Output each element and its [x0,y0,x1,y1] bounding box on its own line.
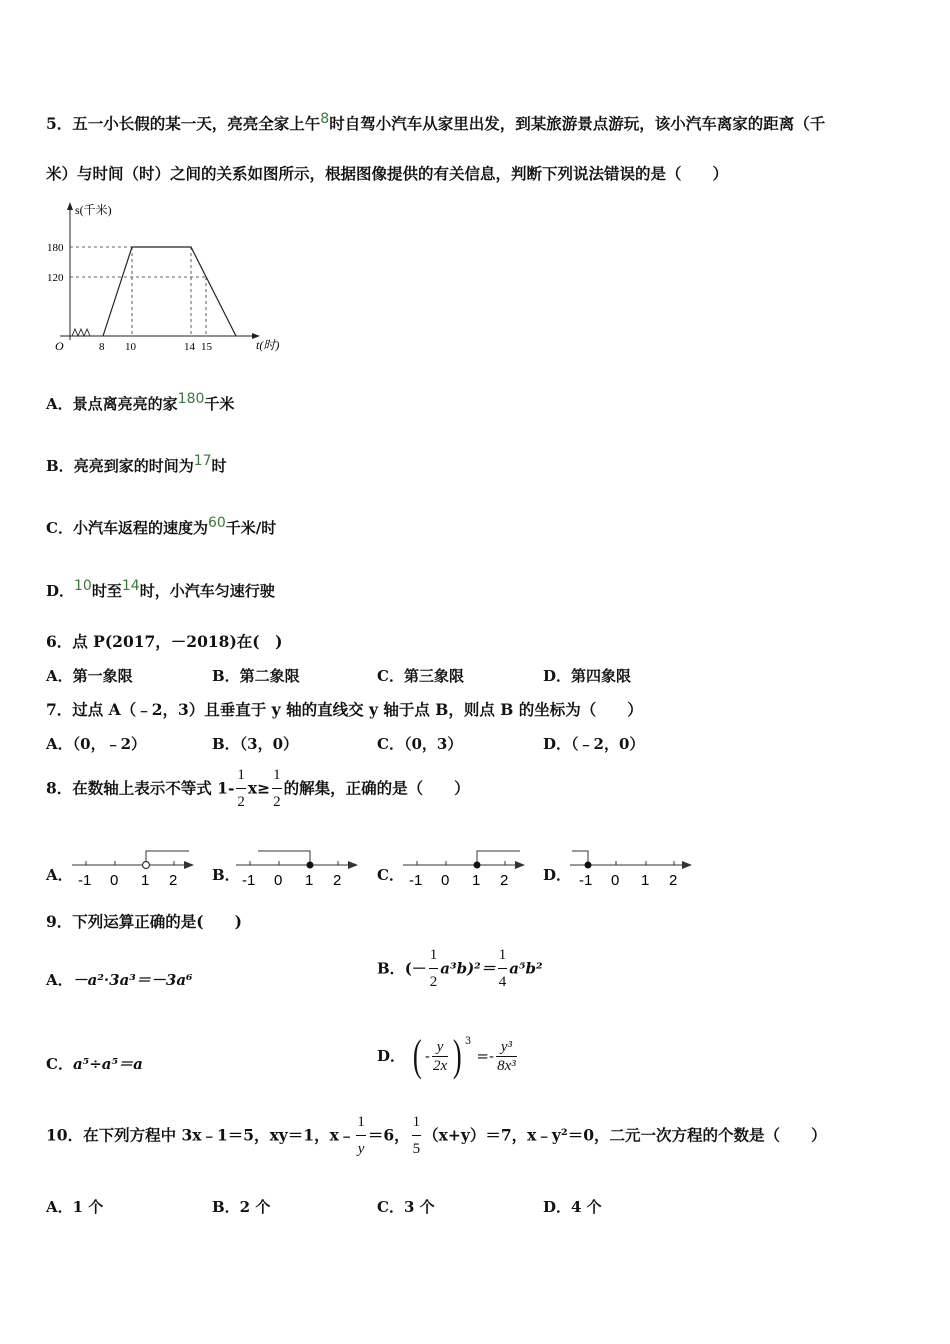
q8-option-d-numberline[interactable] [568,845,698,890]
q10-stem: 10．在下列方程中 3x﹣1＝5，xy＝1，x﹣ $\frac{1}{y}$ ＝6， $\frac{1}{5}$ （x+y）＝7，x﹣y²＝0，二元一次方程的个数是（ ） [46,1114,827,1157]
q10-option-c[interactable]: C．3 个 [377,1198,435,1216]
q6-option-a[interactable]: A．第一象限 [46,667,133,685]
q7-option-b[interactable]: B．（3，0） [212,735,299,753]
q10-option-d[interactable]: D．4 个 [543,1198,602,1216]
q5-stem-part1: 5．五一小长假的某一天，亮亮全家上午 [46,114,321,133]
axis-break-icon [72,329,90,336]
svg-text:2: 2 [500,872,509,889]
svg-text:2: 2 [169,872,178,889]
q8-option-b-label[interactable]: B． [212,866,240,884]
distance-line [103,247,236,336]
q9-option-c[interactable]: C．a⁵÷a⁵＝a [46,1055,143,1073]
q8-option-d-label[interactable]: D． [543,866,572,884]
graph-xtick-10: 10 [125,341,136,353]
q5-start-hour: 8 [320,111,330,127]
q8-frac1: $\frac{1}{2}$ [237,767,245,810]
q6-option-d[interactable]: D．第四象限 [543,667,632,685]
svg-text:1: 1 [641,872,650,889]
graph-origin: O [55,339,64,353]
graph-y-label: s(千米) [75,203,112,217]
q8-option-c-label[interactable]: C． [377,866,404,884]
left-paren: ( [413,1031,422,1080]
q5-stem-part2: 时自驾小汽车从家里出发，到某旅游景点游玩，该小汽车离家的距离（千 [329,114,826,133]
svg-text:-1: -1 [409,872,423,889]
q7-option-a[interactable]: A．（0，﹣2） [46,735,147,753]
q5-option-b[interactable]: B．亮亮到家的时间为17时 [46,453,227,475]
q7-stem: 7．过点 A（﹣2，3）且垂直于 y 轴的直线交 y 轴于点 B，则点 B 的坐标为（ ） [46,700,643,719]
graph-x-label: t(时) [256,338,280,352]
graph-xtick-15: 15 [201,341,212,353]
svg-text:0: 0 [611,872,620,889]
q6-stem: 6．点 P(2017，－2018)在( ) [46,632,283,651]
q8-stem: 8．在数轴上表示不等式 1- $\frac{1}{2}$ x≥ $\frac{1}{2}$ 的解集，正确的是（ ） [46,767,470,810]
q10-option-b[interactable]: B．2 个 [212,1198,271,1216]
svg-text:2: 2 [333,872,342,889]
graph-xtick-14: 14 [184,341,195,353]
q8-option-a-label[interactable]: A． [46,866,73,884]
q7-option-c[interactable]: C．（0，3） [377,735,463,753]
svg-text:1: 1 [472,872,481,889]
q5-option-c[interactable]: C．小汽车返程的速度为60千米/时 [46,515,277,537]
svg-text:0: 0 [274,872,283,889]
q6-option-c[interactable]: C．第三象限 [377,667,464,685]
q5-option-d[interactable]: D．10时至14时，小汽车匀速行驶 [46,578,275,600]
q7-option-d[interactable]: D．（﹣2，0） [543,735,645,753]
right-paren: ) [453,1031,462,1080]
q6-option-b[interactable]: B．第二象限 [212,667,300,685]
svg-text:-1: -1 [579,872,593,889]
svg-text:1: 1 [305,872,314,889]
svg-text:2: 2 [669,872,678,889]
q5-distance-time-graph [46,198,296,358]
svg-text:0: 0 [110,872,119,889]
q8-option-a-numberline[interactable] [70,845,200,890]
svg-text:1: 1 [141,872,150,889]
svg-text:-1: -1 [78,872,92,889]
svg-text:0: 0 [441,872,450,889]
graph-ytick-120: 120 [47,272,64,284]
q5-option-a[interactable]: A．景点离亮亮的家180千米 [46,391,235,413]
q9-option-b[interactable]: B．(－ $\frac{1}{2}$ a³b)²＝ $\frac{1}{4}$ a⁵b² [377,947,543,990]
q9-option-d[interactable]: D． ( - $\frac{y}{2x}$ ) $^3$ =- $\frac{\text{y³}}{\text{8x³}}$ [377,1031,516,1080]
q5-stem-line1 [46,111,826,135]
y-axis-arrow [67,202,73,210]
graph-xtick-8: 8 [99,341,105,353]
q8-option-b-numberline[interactable] [234,845,364,890]
q8-frac2: $\frac{1}{2}$ [273,767,281,810]
q8-option-c-numberline[interactable] [401,845,531,890]
q10-option-a[interactable]: A．1 个 [46,1198,104,1216]
q9-stem: 9．下列运算正确的是( ) [46,912,242,931]
q5-stem-line2: 米）与时间（时）之间的关系如图所示，根据图像提供的有关信息，判断下列说法错误的是（ ） [46,164,729,183]
graph-ytick-180: 180 [47,242,64,254]
svg-text:-1: -1 [242,872,256,889]
q9-option-a[interactable]: A．－a²·3a³＝－3a⁶ [46,971,193,989]
